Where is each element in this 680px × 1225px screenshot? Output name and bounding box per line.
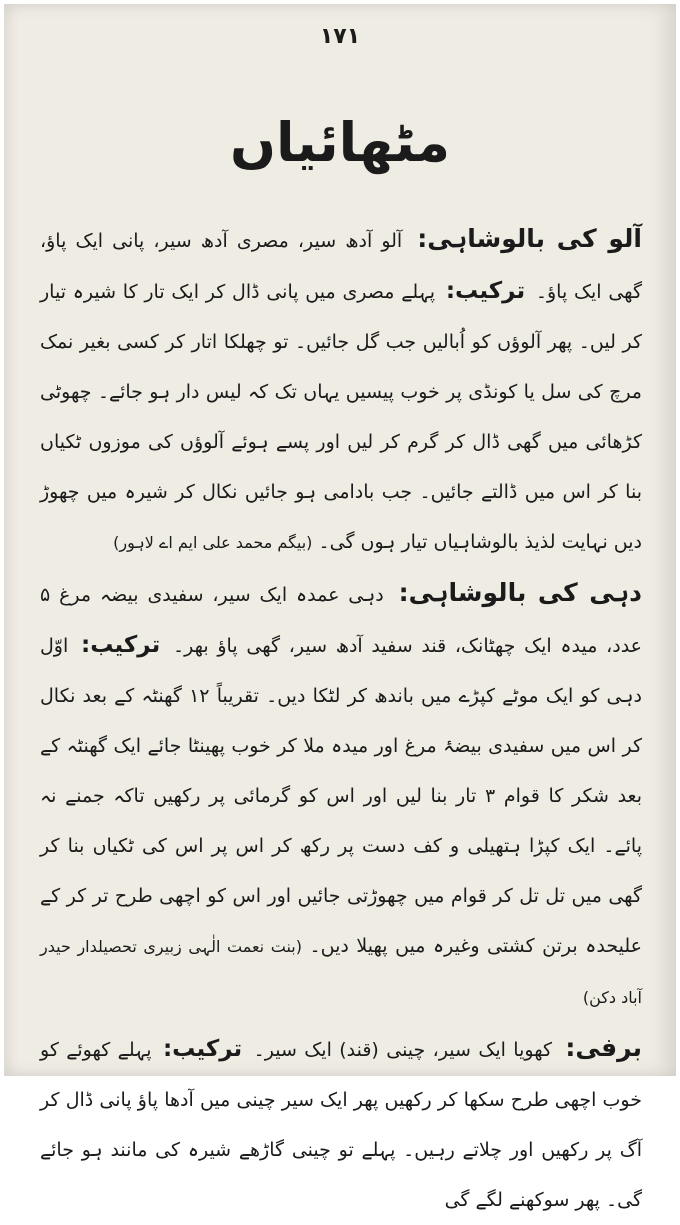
recipe-heading: برفی: [565,1033,643,1062]
recipe-dahi-balushahi [40,568,642,1023]
recipe-heading: دہی کی بالوشاہی: [398,578,643,607]
recipe-credit: (بنت نعمت الٰہی زبیری تحصیلدار حیدر آباد دکن) [40,937,642,1007]
recipe-heading: آلو کی بالوشاہی: [417,224,642,253]
method-label: ترکیب: [445,278,526,304]
page-title: مٹھائیاں [229,111,451,174]
page-body [40,214,643,1211]
book-page [4,4,676,1211]
recipe-aloo-balushahi [40,214,642,568]
recipe-method: پہلے کھوئے کو خوب اچھی طرح سکھا کر رکھیں پھر ایک سیر چینی میں آدھا پاؤ پانی ڈال کر آگ پر رکھیں اور چلاتے رہیں۔ پہلے تو چینی گاڑھے شیرہ کی مانند ہو جائے گی۔ پھر سوکھنے لگے گی [40,1039,642,1211]
recipe-ingredients: کھویا ایک سیر، چینی (قند) ایک سیر۔ [253,1039,553,1061]
method-label: ترکیب: [162,1036,243,1062]
recipe-credit: (بیگم محمد علی ایم اے لاہور) [113,533,313,552]
page-number: ۱۷۱ [319,24,361,49]
recipe-ingredients: دہی عمدہ ایک سیر، سفیدی بیضہ مرغ ۵ عدد، میدہ ایک چھٹانک، قند سفید آدھ سیر، گھی پاؤ بھر۔ [40,584,643,657]
recipe-ingredients: آلو آدھ سیر، مصری آدھ سیر، پانی ایک پاؤ، گھی ایک پاؤ۔ [40,230,642,303]
method-label: ترکیب: [81,632,161,658]
recipe-barfi [40,1023,642,1225]
recipe-method: اوّل دہی کو ایک موٹے کپڑے میں باندھ کر لٹکا دیں۔ تقریباً ۱۲ گھنٹہ کے بعد نکال کر اس میں سفیدی بیضۂ مرغ اور میدہ ملا کر خوب پھینٹا جائے ایک گھنٹہ کے بعد شکر کا قوام ۳ تار بنا لیں اور اس کو گرمائی پر رکھیں تاکہ جمنے نہ پائے۔ ایک کپڑا ہتھیلی و کف دست پر رکھ کر اس پر اس کی ٹکیاں بنا کر گھی میں تل تل کر قوام میں چھوڑتی جائیں اور اس کو اچھی طرح تر کر کے علیحدہ برتن کشتی وغیرہ میں پھیلا دیں۔ [40,635,642,957]
recipe-method: پہلے مصری میں پانی ڈال کر ایک تار کا شیرہ تیار کر لیں۔ پھر آلوؤں کو اُبالیں جب گل جائیں۔ تو چھلکا اتار کر کسی بغیر نمک مرچ کی سل یا کونڈی پر خوب پیسیں یہاں تک کہ لیس دار ہو جائے۔ چھوٹی کڑھائی میں گھی ڈال کر گرم کر لیں اور پسے ہوئے آلوؤں کی موزوں ٹکیاں بنا کر اس میں ڈالتے جائیں۔ جب بادامی ہو جائیں نکال کر شیرہ میں چھوڑ دیں نہایت لذیذ بالوشاہیاں تیار ہوں گی۔ [40,281,642,553]
